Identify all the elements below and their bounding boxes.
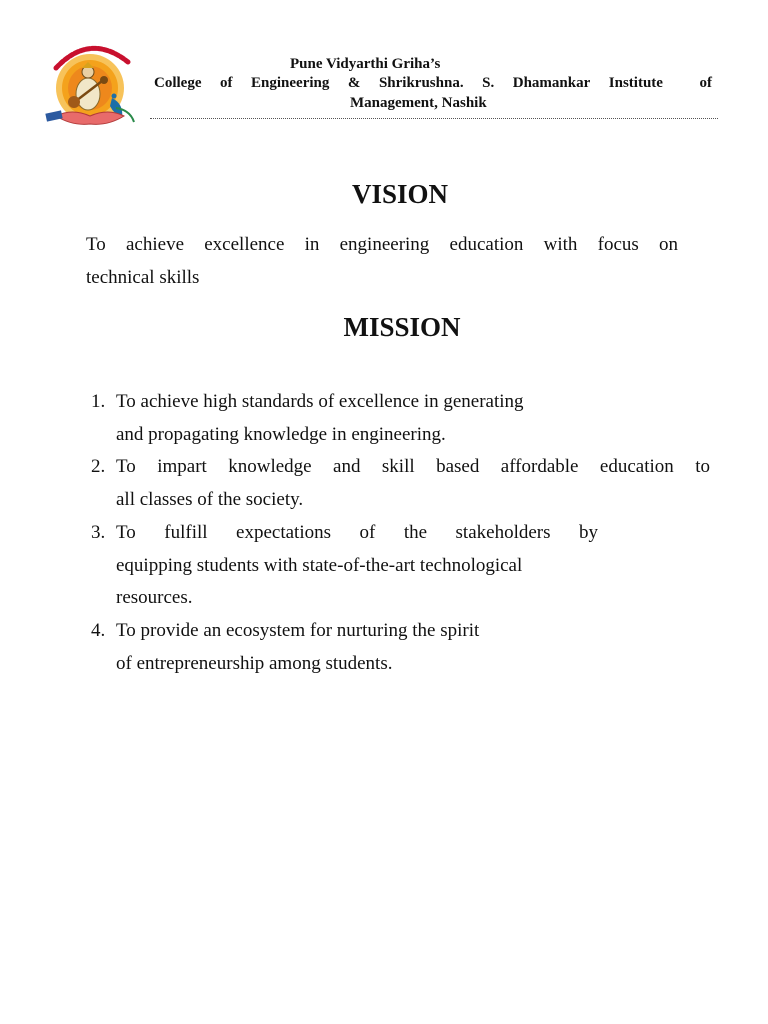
mission-item-line: and propagating knowledge in engineering. [116,423,446,445]
mission-item-number: 3. [91,521,106,543]
mission-item-number: 2. [91,456,106,478]
mission-item-number: 1. [91,391,106,412]
mission-item-line: equipping students with state-of-the-art technological [116,554,523,576]
mission-heading: MISSION [343,312,461,342]
college-name-word: Engineering [251,75,330,91]
mission-item-line: To fulfill expectations of the stakeholders by [116,521,598,543]
society-name: Pune Vidyarthi Griha’s [290,56,441,72]
college-name-word: S. [482,75,495,91]
vision-heading: VISION [351,179,449,209]
mission-item [86,615,710,680]
header-divider [150,118,718,119]
vision-line: To achieve excellence in engineering education with focus on [86,234,678,255]
vision-line: technical skills [86,266,200,288]
mission-item-line: To provide an ecosystem for nurturing the spirit [116,619,480,641]
mission-item [86,451,710,516]
mission-list [86,386,710,680]
mission-item-line: To impart knowledge and skill based affordable education to [116,456,710,478]
college-name-word: Institute [608,75,663,91]
college-name-word: College [154,75,202,91]
college-logo [42,38,138,130]
mission-item-line: resources. [116,587,193,609]
college-name-word: & [347,75,361,91]
mission-item-line: of entrepreneurship among students. [116,652,393,674]
mission-item [86,386,710,451]
vision-statement [86,229,678,294]
college-name-line-2: Management, Nashik [350,95,487,111]
mission-item-line: all classes of the society. [116,489,304,511]
saraswati-emblem-icon [42,38,138,130]
college-name-word: Dhamankar [512,75,591,91]
college-name-word: of [699,75,712,91]
college-name-word: of [220,75,233,91]
mission-item-line: To achieve high standards of excellence in generating [116,391,524,412]
college-name-word: Shrikrushna. [378,75,464,91]
college-name-line [154,73,712,93]
mission-item [86,517,710,615]
mission-item-number: 4. [91,619,106,641]
